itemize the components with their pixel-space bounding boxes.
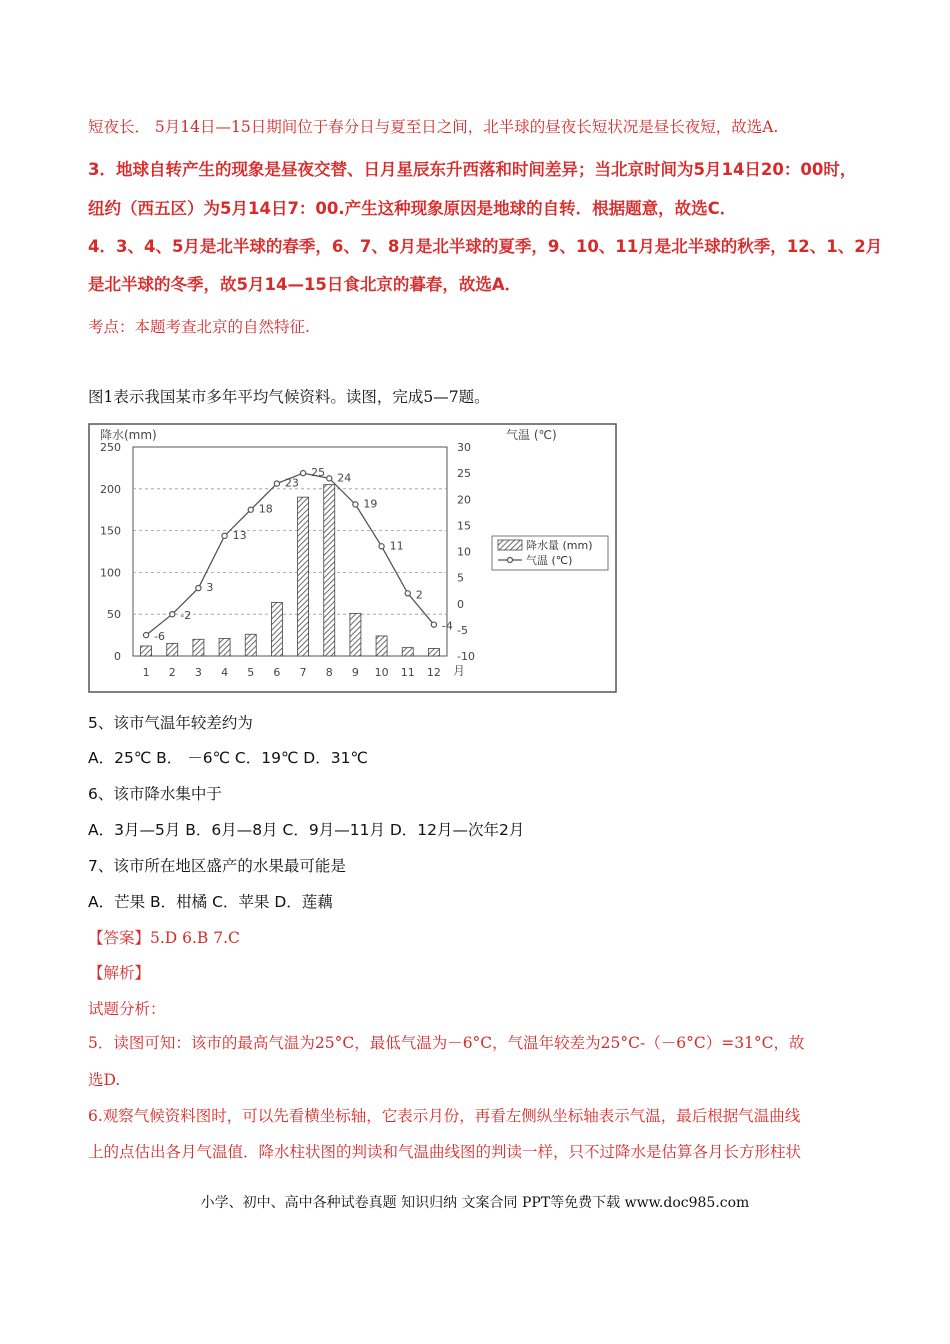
precip-bar [428,648,439,656]
x-tick-label: 11 [400,666,415,679]
analysis-line-3: 6.观察气候资料图时，可以先看横坐标轴，它表示月份，再看左侧纵坐标轴表示气温，最后根据气温曲线 [88,1107,801,1125]
question-5-options: A．25℃ B． －6℃ C．19℃ D．31℃ [88,749,368,767]
left-axis-title: 降水(mm) [100,428,157,442]
x-tick-label: 1 [142,666,150,679]
temperature-point [431,622,436,627]
temperature-point [405,591,410,596]
left-tick-label: 50 [107,608,121,622]
temperature-label: 19 [363,497,378,511]
temperature-point [170,612,175,617]
temperature-label: 18 [258,502,273,516]
top-line-3: 纽约（西五区）为5月14日7：00.产生这种现象原因是地球的自转．根据题意，故选C． [88,199,737,218]
temperature-label: -6 [154,630,166,644]
precip-bar [271,602,282,656]
right-tick-label: 15 [457,519,471,533]
temperature-label: -4 [441,619,453,633]
x-tick-label: 4 [221,666,229,679]
top-line-5: 是北半球的冬季，故5月14—15日食北京的暮春，故选A． [88,275,522,294]
question-6-options: A．3月—5月 B．6月—8月 C．9月—11月 D．12月—次年2月 [88,821,525,839]
analysis-line-4: 上的点估出各月气温值．降水柱状图的判读和气温曲线图的判读一样，只不过降水是估算各月长方形柱状 [88,1143,802,1161]
question-7: 7、该市所在地区盛产的水果最可能是 [88,857,346,875]
precip-bar [376,636,387,656]
x-tick-label: 9 [351,666,359,679]
x-tick-label: 12 [426,666,441,679]
temperature-label: 25 [311,466,326,480]
x-tick-label: 2 [168,666,176,679]
left-tick-label: 150 [100,524,121,538]
right-tick-label: 10 [457,545,471,559]
x-tick-label: 8 [325,666,333,679]
precip-bar [219,638,230,656]
temperature-label: 11 [389,539,404,553]
precip-bar [402,648,413,656]
precip-bar [298,497,309,656]
x-tick-label: 7 [299,666,307,679]
temperature-label: 13 [232,528,247,542]
legend-line-marker [508,558,513,563]
temperature-point [353,502,358,507]
left-tick-label: 250 [100,441,121,454]
precip-bar [193,639,204,656]
precip-bar [324,485,335,656]
left-tick-label: 200 [100,482,121,496]
exam-point: 考点：本题考查北京的自然特征. [88,318,310,336]
left-tick-label: 0 [114,650,121,663]
temperature-point [300,471,305,476]
temperature-point [222,533,227,538]
right-tick-label: -10 [457,650,475,663]
right-tick-label: 30 [457,441,471,454]
right-tick-label: -5 [457,623,468,637]
legend-precip-label: 降水量 (mm) [526,539,593,552]
temperature-label: 23 [284,476,299,490]
chart-intro: 图1表示我国某市多年平均气候资料。读图，完成5—7题。 [88,388,490,406]
x-tick-label: 10 [374,666,389,679]
top-line-2: 3．地球自转产生的现象是昼夜交替、日月星辰东升西落和时间差异；当北京时间为5月14日20：00时， [88,160,857,179]
right-axis-title: 气温 (℃) [506,428,557,442]
top-line-4: 4．3、4、5月是北半球的春季，6、7、8月是北半球的夏季，9、10、11月是北半球的秋季，12、1、2月 [88,237,883,256]
right-tick-label: 20 [457,493,471,507]
analysis-line-2: 选D. [88,1071,121,1089]
analysis-label: 【解析】 [88,964,151,982]
temperature-label: 2 [415,588,423,602]
top-line-1: 短夜长． 5月14日—15日期间位于春分日与夏至日之间，北半球的昼夜长短状况是昼长夜短，故选A. [88,118,779,136]
analysis-sub: 试题分析： [88,1000,166,1018]
temperature-label: 24 [337,471,352,485]
precip-bar [167,643,178,656]
left-tick-label: 100 [100,566,121,580]
legend-bar-swatch [498,540,522,550]
right-tick-label: 25 [457,467,471,481]
temperature-point [274,481,279,486]
analysis-line-1: 5．读图可知：该市的最高气温为25°C，最低气温为－6°C，气温年较差为25°C-（－6°C）=31°C，故 [88,1034,805,1052]
right-tick-label: 5 [457,571,464,585]
question-6: 6、该市降水集中于 [88,785,222,803]
chart-legend [492,536,608,570]
temperature-point [327,476,332,481]
temperature-point [248,507,253,512]
temperature-label: 3 [206,581,214,595]
precip-bar [141,646,152,656]
legend-temp-label: 气温 (℃) [526,554,573,567]
temperature-point [379,544,384,549]
x-tick-label: 5 [247,666,255,679]
x-tick-label: 3 [194,666,202,679]
right-tick-label: 0 [457,597,464,611]
question-7-options: A．芒果 B．柑橘 C．苹果 D．莲藕 [88,893,333,911]
precip-bar [350,613,361,656]
x-unit-label: 月 [453,664,466,678]
x-tick-label: 6 [273,666,281,679]
precip-bar [245,634,256,656]
question-5: 5、该市气温年较差约为 [88,714,253,732]
temperature-label: -2 [180,609,192,623]
answer-line: 【答案】5.D 6.B 7.C [88,929,240,947]
page-footer: 小学、初中、高中各种试卷真题 知识归纳 文案合同 PPT等免费下载 www.doc985.com [200,1195,750,1211]
temperature-point [196,585,201,590]
climate-chart [88,423,618,695]
temperature-point [143,633,148,638]
